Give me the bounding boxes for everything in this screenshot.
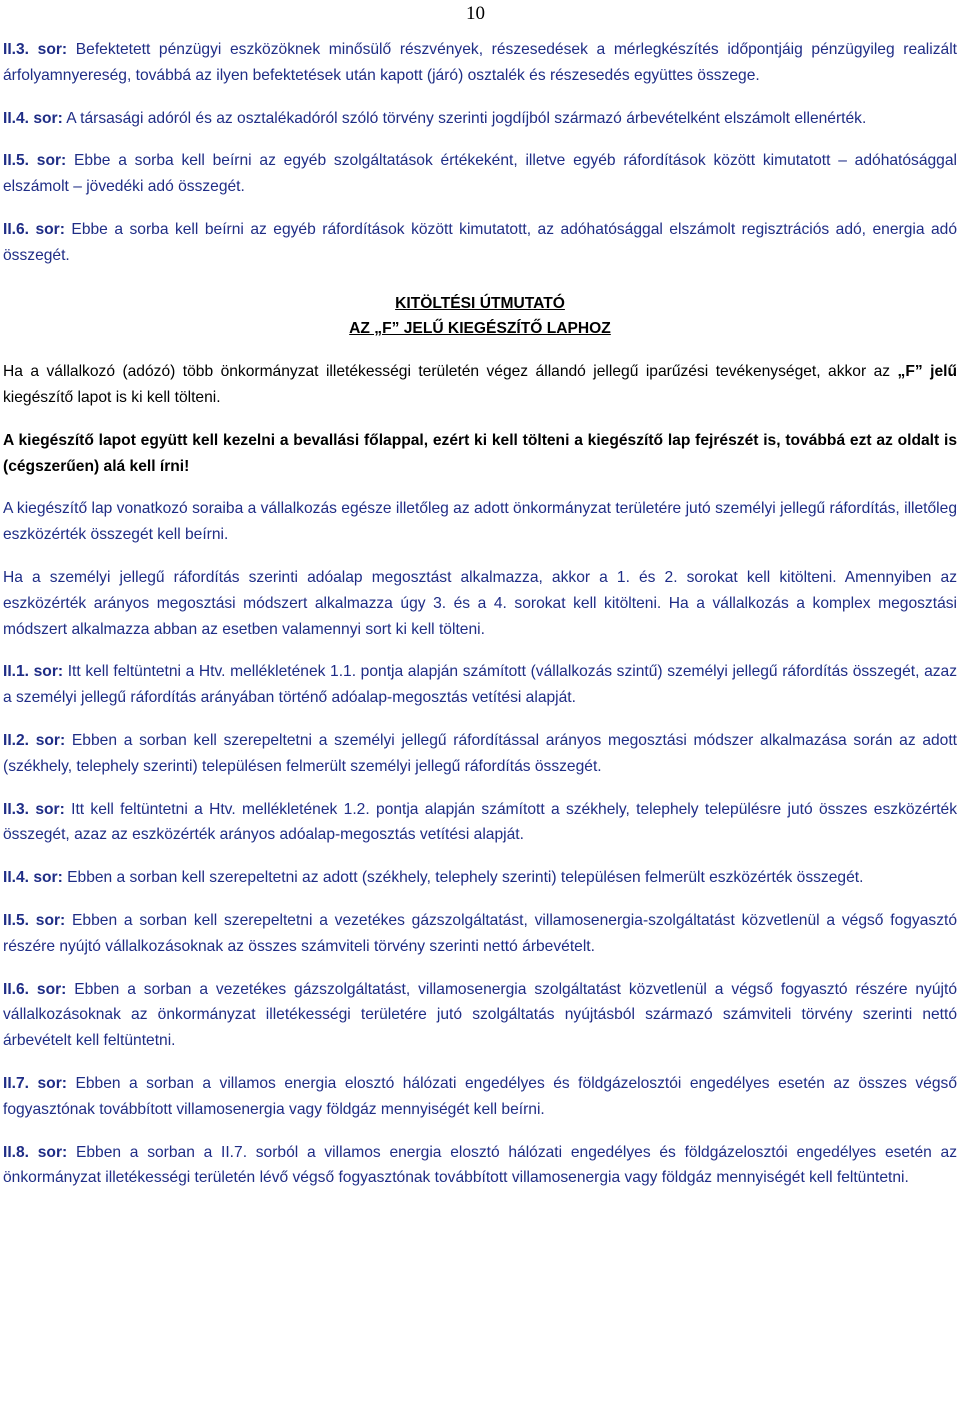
row-text: Ebben a sorban a villamos energia elosztó hálózati engedélyes és földgázelosztói engedélyes esetén az összes végső fogyasztónak továbbított villamosenergia vagy földgáz mennyiségét kell beírni. bbox=[3, 1074, 957, 1118]
row-text: Ebben a sorban a II.7. sorból a villamos energia elosztó hálózati engedélyes és földgázelosztói engedélyes esetén az önkormányzat illetékességi területén lévő végső fogyasztónak továbbított villamosenergia vagy földgáz mennyiségét kell feltüntetni. bbox=[3, 1143, 957, 1187]
intro-text: Ha a vállalkozó (adózó) több önkormányzat illetékességi területén végez állandó jellegű iparűzési tevékenységet, akkor az bbox=[3, 363, 898, 381]
row-text: Ebbe a sorba kell beírni az egyéb szolgáltatások értékeként, illetve egyéb ráfordítások között kimutatott – adóhatósággal elszámolt – jövedéki adó összegét. bbox=[3, 152, 957, 196]
intro-bold-text: A kiegészítő lapot együtt kell kezelni a bevallási főlappal, ezért ki kell tölteni a kiegészítő lap fejrészét is, továbbá ezt az oldalt is (cégszerűen) alá kell írni! bbox=[3, 431, 957, 475]
row-text: Ebben a sorban a vezetékes gázszolgáltatást, villamosenergia szolgáltatást közvetlenül a végső fogyasztó részére nyújtó vállalkozásoknak az önkormányzat illetékességi területére jutó szolgáltatás nyújtásból származó számviteli törvény szerinti nettó árbevételt kell feltüntetni. bbox=[3, 980, 957, 1050]
row-label: II.4. sor: bbox=[3, 109, 63, 127]
intro-text: Ha a személyi jellegű ráfordítás szerinti adóalap megosztást alkalmazza, akkor a 1. és 2. sorokat kell kitölteni. Amennyiben az eszközérték arányos megosztási módszert alkalmazza úgy 3. és a 4. sorokat kell kitölteni. Ha a vállalkozás a komplex megosztási módszert alkalmazza abban az esetben valamennyi sort ki kell tölteni. bbox=[3, 568, 957, 638]
row-label: II.6. sor: bbox=[3, 220, 65, 238]
intro-text: A kiegészítő lap vonatkozó soraiba a vállalkozás egésze illetőleg az adott önkormányzat területére jutó személyi jellegű ráfordítás, illetőleg eszközérték összegét kell beírni. bbox=[3, 500, 957, 544]
row-text: Ebben a sorban kell szerepeltetni a vezetékes gázszolgáltatást, villamosenergia-szolgáltatást közvetlenül a végső fogyasztó részére nyújtó vállalkozásoknak az összes számviteli törvény szerinti nettó árbevételt. bbox=[3, 911, 957, 955]
intro-paragraph-4 bbox=[3, 565, 957, 642]
document-body bbox=[3, 37, 957, 1191]
row-label: II.5. sor: bbox=[3, 911, 66, 929]
row-description-list-a bbox=[3, 37, 957, 269]
row-item-ii7 bbox=[3, 1071, 957, 1123]
row-item-ii8 bbox=[3, 1140, 957, 1192]
section-heading bbox=[3, 291, 957, 343]
row-label: II.3. sor: bbox=[3, 800, 65, 818]
row-item-ii5-a bbox=[3, 148, 957, 200]
row-label: II.2. sor: bbox=[3, 731, 66, 749]
row-item-ii4-a bbox=[3, 106, 957, 132]
row-label: II.7. sor: bbox=[3, 1074, 67, 1092]
row-text: A társasági adóról és az osztalékadóról szóló törvény szerinti jogdíjból származó árbevételként elszámolt ellenérték. bbox=[62, 109, 867, 127]
row-item-ii3-a bbox=[3, 37, 957, 89]
heading-line-1: KITÖLTÉSI ÚTMUTATÓ bbox=[395, 294, 565, 312]
row-label: II.8. sor: bbox=[3, 1143, 68, 1161]
row-label: II.3. sor: bbox=[3, 41, 68, 58]
intro-text: kiegészítő lapot is ki kell tölteni. bbox=[3, 388, 221, 406]
intro-paragraph-3 bbox=[3, 496, 957, 548]
row-text: Itt kell feltüntetni a Htv. mellékletének 1.2. pontja alapján számított a székhely, telephely településre jutó összes eszközérték összegét, azaz az eszközérték arányos adóalap-megosztás vetítési alapját. bbox=[3, 800, 957, 844]
row-item-ii3 bbox=[3, 797, 957, 849]
row-text: Ebben a sorban kell szerepeltetni az adott (székhely, telephely szerinti) településen felmerült eszközérték összegét. bbox=[62, 869, 864, 887]
row-item-ii5 bbox=[3, 908, 957, 960]
row-item-ii6-a bbox=[3, 217, 957, 269]
row-text: Itt kell feltüntetni a Htv. mellékletének 1.1. pontja alapján számított (vállalkozás szintű) személyi jellegű ráfordítás összegét, azaz a személyi jellegű ráfordítás arányában történő adóalap-megosztás vetítési alapját. bbox=[3, 663, 958, 707]
intro-paragraph-1 bbox=[3, 359, 957, 411]
row-text: Befektetett pénzügyi eszközöknek minősülő részvények, részesedések a mérlegkészítés időpontjáig pénzügyileg realizált árfolyamnyereség, továbbá az ilyen befektetések után kapott (járó) osztalék és részesedés együttes összege. bbox=[3, 41, 957, 84]
row-label: II.4. sor: bbox=[3, 869, 63, 887]
row-text: Ebbe a sorba kell beírni az egyéb ráfordítások között kimutatott, az adóhatósággal elszámolt regisztrációs adó, energia adó összegét. bbox=[3, 220, 957, 264]
row-item-ii4 bbox=[3, 865, 957, 891]
page-number: 10 bbox=[466, 3, 485, 24]
row-description-list-b bbox=[3, 659, 957, 1191]
heading-line-2: AZ „F” JELŰ KIEGÉSZÍTŐ LAPHOZ bbox=[349, 320, 611, 338]
intro-paragraph-2 bbox=[3, 428, 957, 480]
row-item-ii6 bbox=[3, 977, 957, 1054]
row-label: II.1. sor: bbox=[3, 663, 64, 681]
row-text: Ebben a sorban kell szerepeltetni a személyi jellegű ráfordítással arányos megosztási módszer alkalmazása során az adott (székhely, telephely szerinti) településen felmerült személyi jellegű ráfordítás összegét. bbox=[3, 731, 958, 775]
row-label: II.6. sor: bbox=[3, 980, 67, 998]
intro-bold-text: „F” jelű bbox=[897, 363, 957, 381]
row-label: II.5. sor: bbox=[3, 152, 67, 170]
row-item-ii1 bbox=[3, 659, 957, 711]
row-item-ii2 bbox=[3, 728, 957, 780]
